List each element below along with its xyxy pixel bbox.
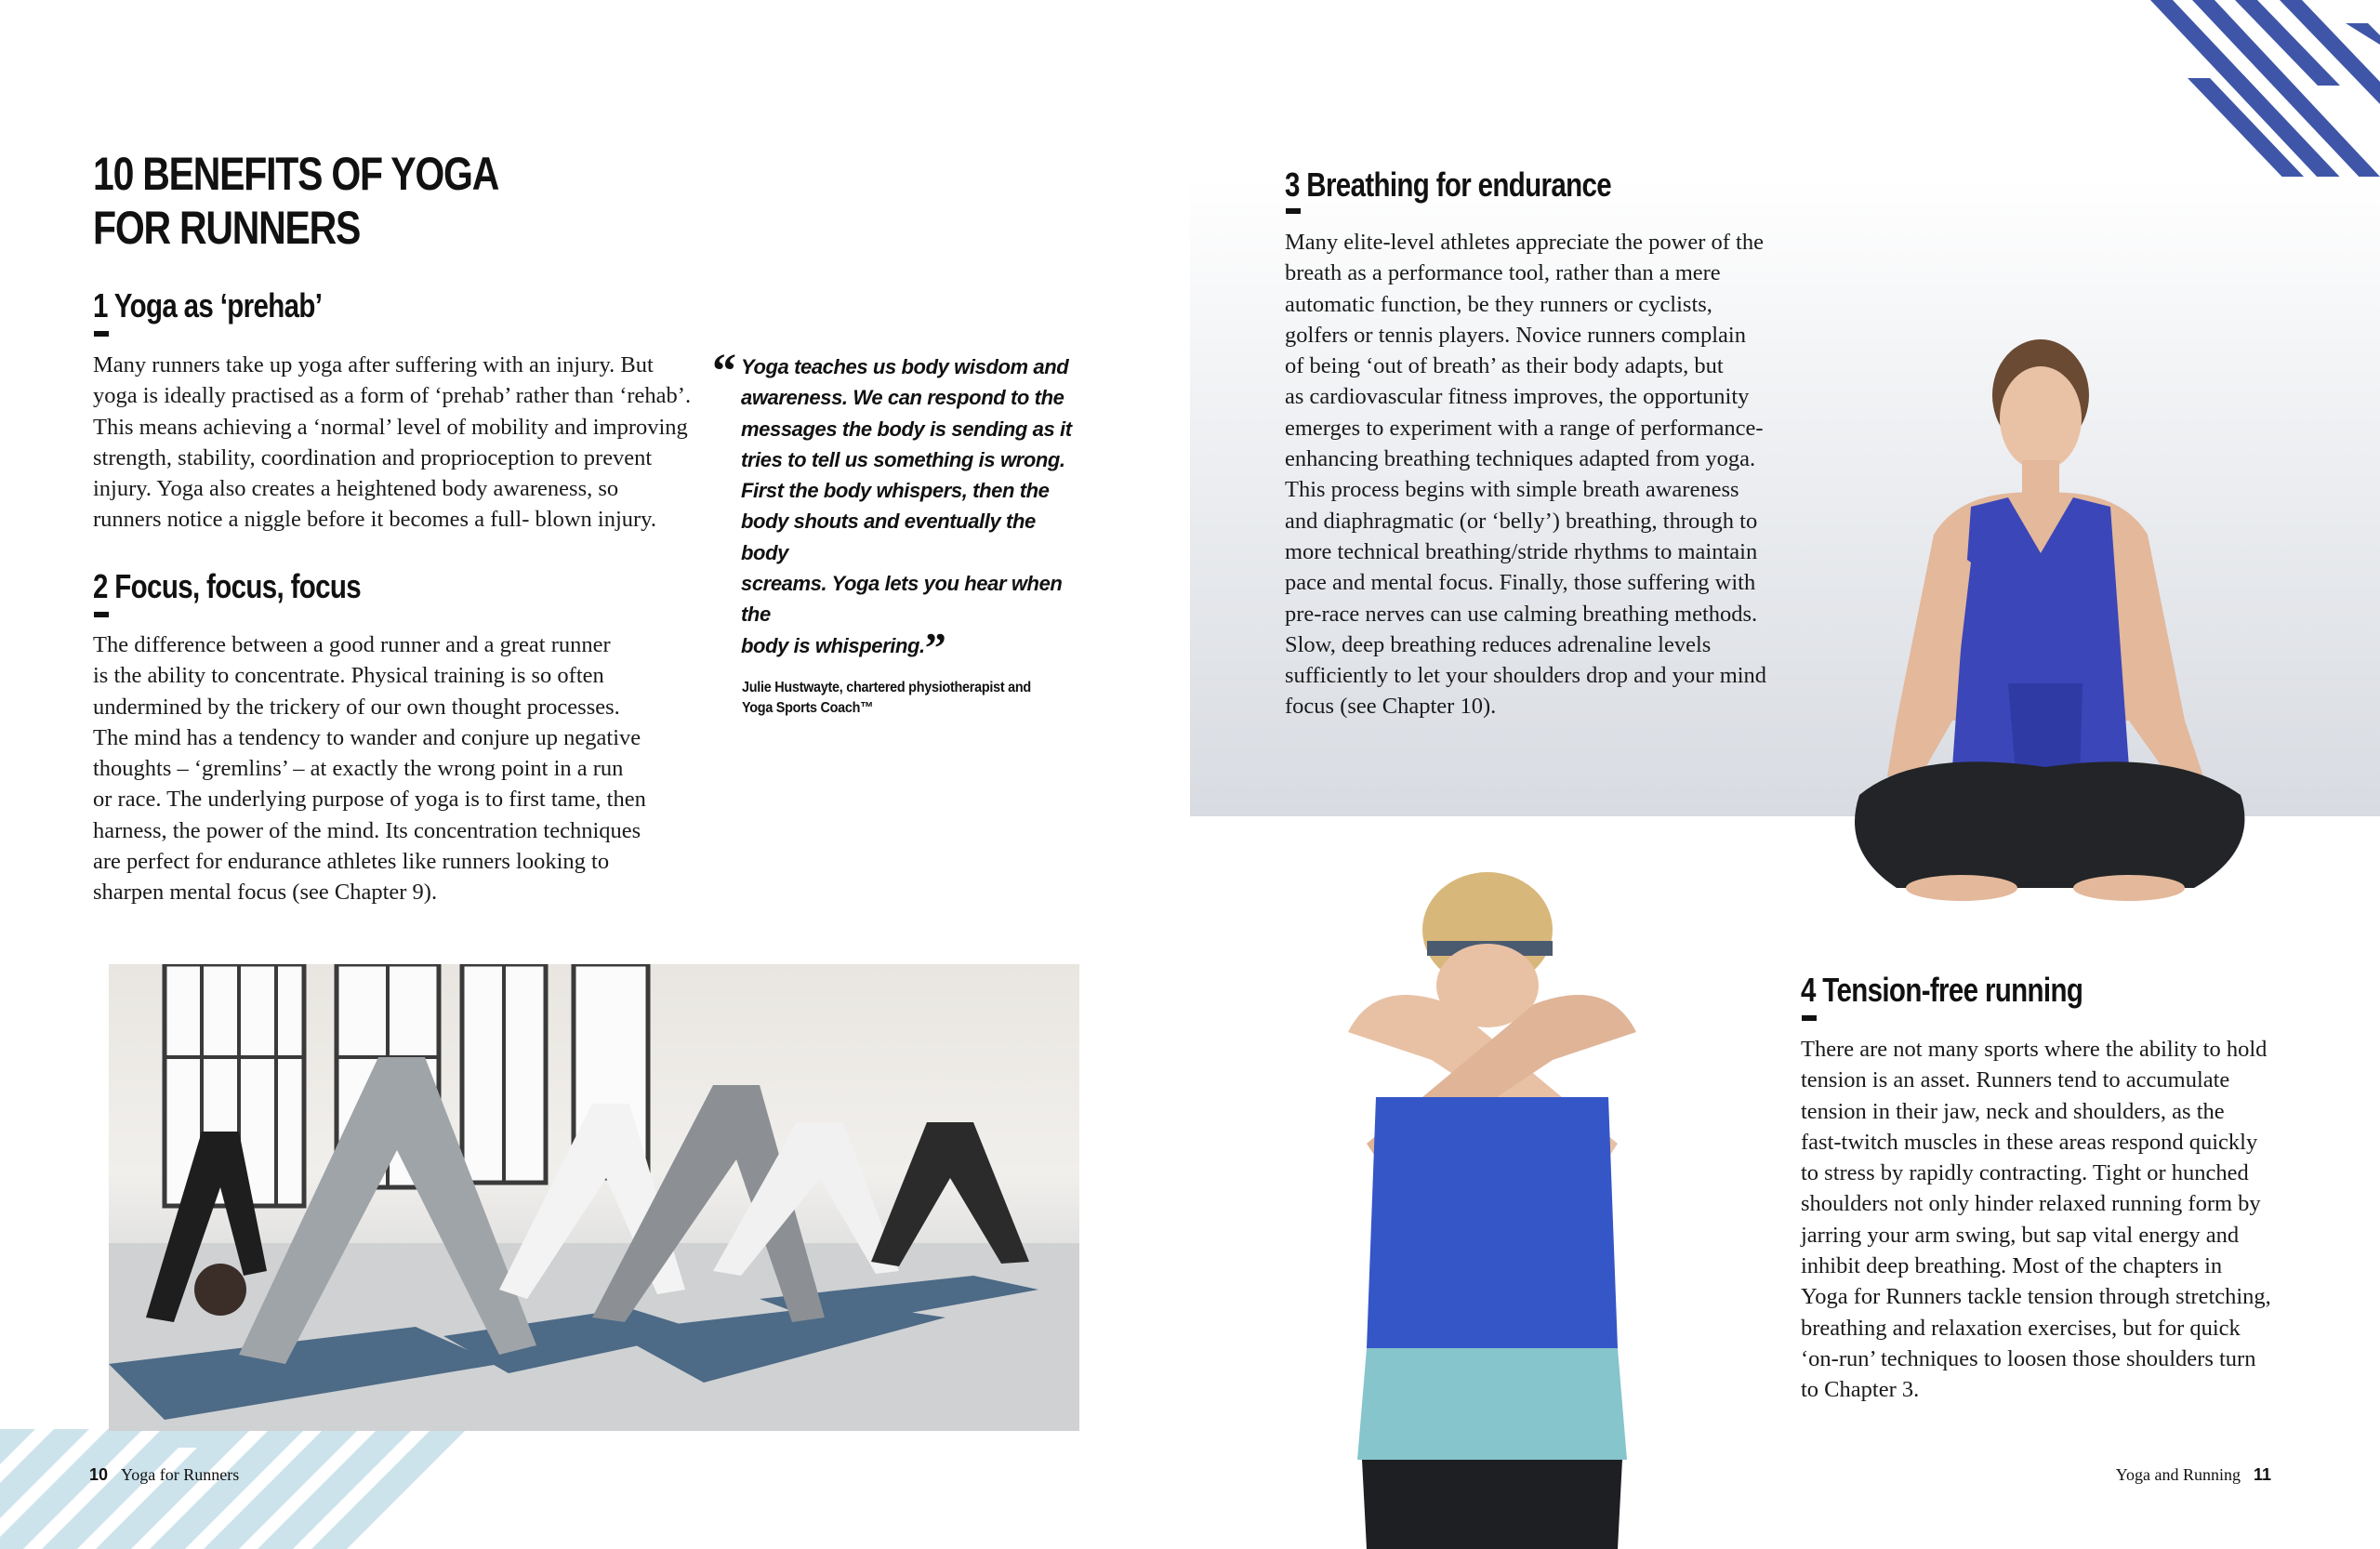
quote-line: messages the body is sending as it [741, 417, 1072, 441]
body-line: The difference between a good runner and a great runner [93, 632, 611, 657]
body-line: pre-race nerves can use calming breathing methods. [1285, 601, 1758, 627]
body-line: shoulders not only hinder relaxed running form by [1801, 1191, 2261, 1217]
body-line: sufficiently to let your shoulders drop and your mind [1285, 663, 1767, 689]
body-line: harness, the power of the mind. Its concentration techniques [93, 817, 641, 843]
body-line: ‘on-run’ techniques to loosen those shoulders turn [1801, 1345, 2256, 1371]
quote-line: screams. Yoga lets you hear when the [741, 572, 1063, 627]
shoulder-hug-photo [1339, 865, 1646, 1549]
body-line: is the ability to concentrate. Physical training is so often [93, 663, 604, 689]
body-line: emerges to experiment with a range of performance- [1285, 415, 1764, 441]
body-line: tension in their jaw, neck and shoulders, as the [1801, 1098, 2225, 1124]
pull-quote-text [741, 351, 1075, 671]
quote-line: body is whispering. [741, 633, 925, 657]
body-line: are perfect for endurance athletes like runners looking to [93, 849, 610, 875]
body-line: to Chapter 3. [1801, 1377, 1920, 1403]
body-line: Yoga for Runners tackle tension through stretching, [1801, 1284, 2271, 1310]
body-line: focus (see Chapter 10). [1285, 694, 1497, 720]
close-quote-icon: ” [924, 623, 946, 671]
right-page-footer [2116, 1465, 2271, 1485]
left-page-footer [89, 1465, 239, 1485]
body-line: The mind has a tendency to wander and conjure up negative [93, 724, 641, 750]
decorative-stripes-bottom-left [0, 1429, 465, 1549]
page-number: 11 [2253, 1465, 2271, 1484]
page-number: 10 [89, 1465, 109, 1484]
section-heading-2: 2 Focus, focus, focus [93, 567, 362, 605]
body-line: golfers or tennis players. Novice runners complain [1285, 322, 1746, 348]
quote-attribution [742, 678, 1041, 719]
heading-dash [94, 612, 109, 617]
body-line: thoughts – ‘gremlins’ – at exactly the wrong point in a run [93, 756, 624, 782]
section-body-1 [93, 350, 707, 536]
quote-line: Yoga teaches us body wisdom and [741, 355, 1069, 378]
pull-quote [712, 345, 1075, 719]
open-quote-icon: “ [712, 345, 736, 398]
section-heading-4: 4 Tension-free running [1801, 971, 2083, 1009]
title-line-1: 10 BENEFITS OF YOGA [93, 148, 499, 200]
body-line: to stress by rapidly contracting. Tight or hunched [1801, 1160, 2249, 1186]
body-line: more technical breathing/stride rhythms to maintain [1285, 538, 1758, 564]
body-line: Many elite-level athletes appreciate the power of the [1285, 230, 1764, 255]
section-heading-1: 1 Yoga as ‘prehab’ [93, 286, 323, 324]
body-line: sharpen mental focus (see Chapter 9). [93, 880, 438, 906]
body-line: as cardiovascular fitness improves, the opportunity [1285, 384, 1750, 410]
attribution-line: Julie Hustwayte, chartered physiotherapist and [742, 679, 1031, 695]
body-line: or race. The underlying purpose of yoga is to first tame, then [93, 787, 646, 813]
running-title: Yoga for Runners [121, 1465, 240, 1484]
body-line: undermined by the trickery of our own thought processes. [93, 694, 620, 720]
body-line: inhibit deep breathing. Most of the chapters in [1801, 1253, 2223, 1279]
body-line: tension is an asset. Runners tend to accumulate [1801, 1067, 2230, 1093]
body-line: yoga is ideally practised as a form of ‘prehab’ rather than ‘rehab’. [93, 383, 692, 409]
body-line: There are not many sports where the ability to hold [1801, 1037, 2268, 1062]
group-yoga-photo [109, 964, 1079, 1431]
body-line: of being ‘out of breath’ as their body adapts, but [1285, 353, 1724, 379]
body-line: and diaphragmatic (or ‘belly’) breathing, through to [1285, 508, 1758, 534]
body-line: automatic function, be they runners or cyclists, [1285, 291, 1712, 317]
section-body-4 [1801, 1034, 2321, 1406]
running-title: Yoga and Running [2115, 1465, 2241, 1484]
body-line: injury. Yoga also creates a heightened body awareness, so [93, 476, 619, 502]
body-line: enhancing breathing techniques adapted from yoga. [1285, 446, 1756, 472]
page-title [93, 147, 627, 255]
body-line: strength, stability, coordination and proprioception to prevent [93, 444, 653, 470]
section-body-2 [93, 629, 707, 908]
body-line: jarring your arm swing, but sap vital energy and [1801, 1222, 2240, 1248]
photo-illustration [109, 964, 1079, 1431]
body-line: Many runners take up yoga after suffering with an injury. But [93, 352, 654, 377]
quote-line: tries to tell us something is wrong. [741, 447, 1065, 471]
body-line: Slow, deep breathing reduces adrenaline levels [1285, 631, 1712, 657]
title-line-2: FOR RUNNERS [93, 202, 361, 254]
seated-meditation-photo [1822, 330, 2278, 925]
quote-line: awareness. We can respond to the [741, 386, 1064, 410]
quote-line: First the body whispers, then the [741, 479, 1050, 503]
body-line: This process begins with simple breath awareness [1285, 477, 1739, 503]
quote-line: body shouts and eventually the body [741, 510, 1036, 564]
attribution-line: Yoga Sports Coach™ [742, 699, 874, 716]
heading-dash [94, 331, 109, 337]
heading-dash [1286, 208, 1301, 214]
body-line: breathing and relaxation exercises, but for quick [1801, 1315, 2241, 1341]
section-body-3 [1285, 227, 1787, 722]
heading-dash [1802, 1015, 1817, 1021]
section-heading-3: 3 Breathing for endurance [1285, 165, 1612, 204]
body-line: pace and mental focus. Finally, those suffering with [1285, 570, 1756, 596]
body-line: runners notice a niggle before it becomes a full- blown injury. [93, 507, 656, 533]
body-line: fast-twitch muscles in these areas respond quickly [1801, 1129, 2258, 1155]
body-line: This means achieving a ‘normal’ level of mobility and improving [93, 414, 688, 440]
body-line: breath as a performance tool, rather than a mere [1285, 260, 1721, 286]
